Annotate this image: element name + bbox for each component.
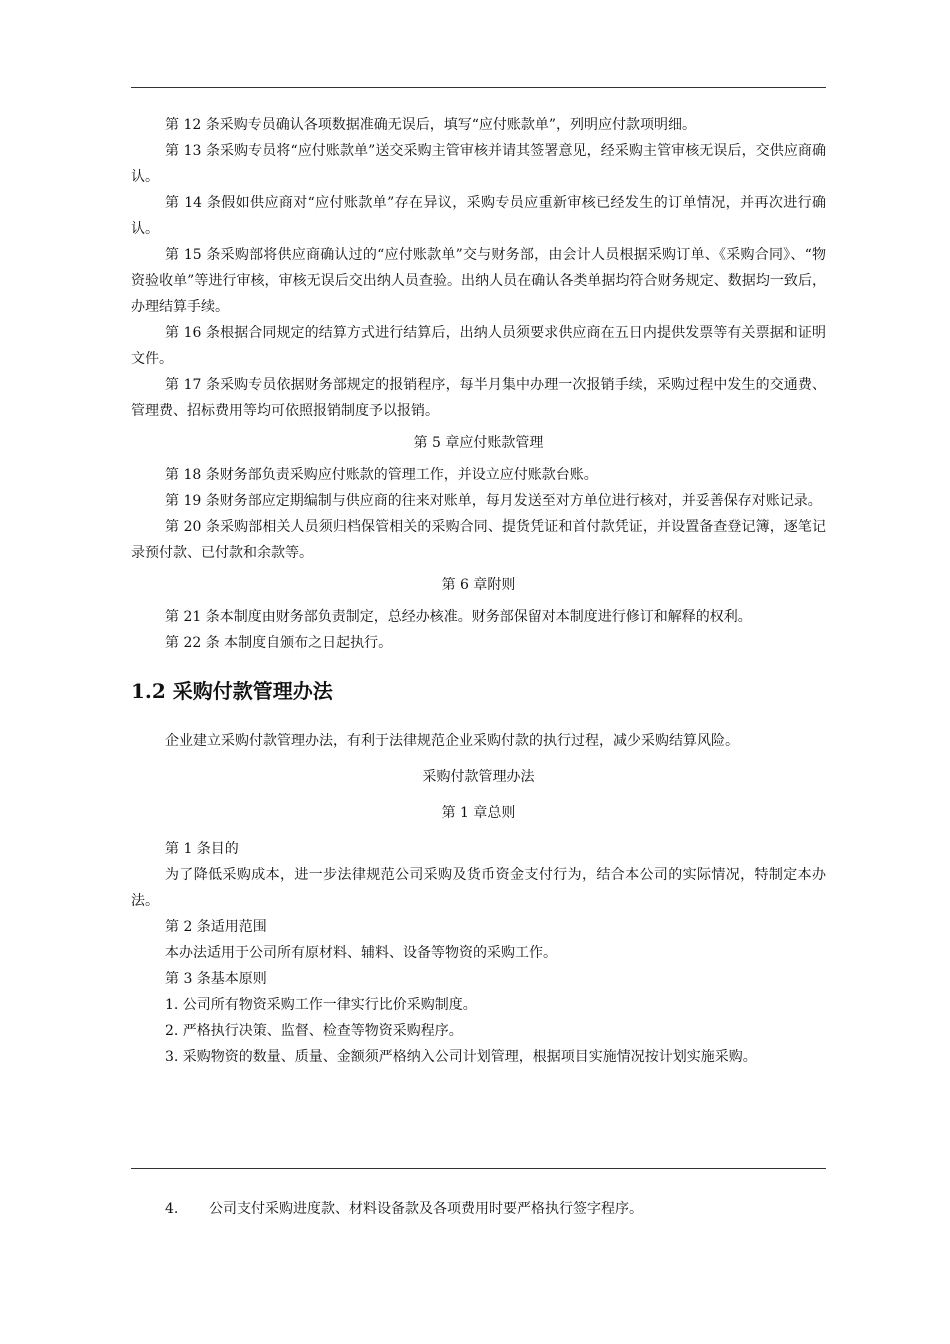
chapter-5-heading: 第 5 章应付账款管理 [413, 435, 544, 451]
article-12: 第 12 条采购专员确认各项数据准确无误后，填写“应付账款单”，列明应付款项明细。 [165, 117, 697, 133]
principle-4-number: 4. [165, 1201, 179, 1217]
article-1-title: 第 1 条目的 [165, 841, 239, 857]
section-title: 1.2 采购付款管理办法 [131, 679, 333, 703]
principle-4 [165, 1198, 643, 1220]
principle-2: 2. 严格执行决策、监督、检查等物资采购程序。 [165, 1023, 463, 1039]
article-16: 第 16 条根据合同规定的结算方式进行结算后，出纳人员须要求供应商在五日内提供发票等有关票据和证明文件。 [131, 325, 826, 367]
article-22: 第 22 条 本制度自颁布之日起执行。 [165, 635, 393, 651]
article-18: 第 18 条财务部负责采购应付账款的管理工作，并设立应付账款台账。 [165, 467, 598, 483]
article-21: 第 21 条本制度由财务部负责制定，总经办核准。财务部保留对本制度进行修订和解释的权利。 [165, 609, 752, 625]
chapter-6-heading: 第 6 章附则 [441, 577, 516, 593]
principle-3: 3. 采购物资的数量、质量、金额须严格纳入公司计划管理，根据项目实施情况按计划实施采购。 [165, 1049, 757, 1065]
article-13: 第 13 条采购专员将“应付账款单”送交采购主管审核并请其签署意见，经采购主管审核无误后，交供应商确认。 [131, 143, 826, 185]
document-body [131, 112, 826, 1070]
article-20: 第 20 条采购部相关人员须归档保管相关的采购合同、提货凭证和首付款凭证，并设置备查登记簿，逐笔记录预付款、已付款和余款等。 [131, 519, 826, 561]
article-3-title: 第 3 条基本原则 [165, 971, 267, 987]
document-title: 采购付款管理办法 [422, 769, 535, 785]
article-2-title: 第 2 条适用范围 [165, 919, 267, 935]
page-break-rule [131, 1168, 826, 1169]
article-14: 第 14 条假如供应商对“应付账款单”存在异议，采购专员应重新审核已经发生的订单情况，并再次进行确认。 [131, 195, 826, 237]
article-1-body: 为了降低采购成本，进一步法律规范公司采购及货币资金支付行为，结合本公司的实际情况，特制定本办法。 [131, 867, 826, 909]
chapter-1-heading: 第 1 章总则 [441, 805, 516, 821]
header-rule [131, 87, 826, 88]
principle-4-text: 公司支付采购进度款、材料设备款及各项费用时要严格执行签字程序。 [209, 1201, 643, 1217]
article-19: 第 19 条财务部应定期编制与供应商的往来对账单，每月发送至对方单位进行核对，并妥善保存对账记录。 [165, 493, 822, 509]
principle-1: 1. 公司所有物资采购工作一律实行比价采购制度。 [165, 997, 477, 1013]
section-intro: 企业建立采购付款管理办法，有利于法律规范企业采购付款的执行过程，减少采购结算风险。 [165, 733, 739, 749]
article-17: 第 17 条采购专员依据财务部规定的报销程序，每半月集中办理一次报销手续，采购过程中发生的交通费、管理费、招标费用等均可依照报销制度予以报销。 [131, 377, 826, 419]
article-2-body: 本办法适用于公司所有原材料、辅料、设备等物资的采购工作。 [165, 945, 557, 961]
page1-block [131, 112, 826, 656]
article-15: 第 15 条采购部将供应商确认过的“应付账款单”交与财务部，由会计人员根据采购订单、《采购合同》、“物资验收单”等进行审核，审核无误后交出纳人员查验。出纳人员在确认各类单据均符合财务规定、数据均一致后，办理结算手续。 [131, 247, 826, 315]
